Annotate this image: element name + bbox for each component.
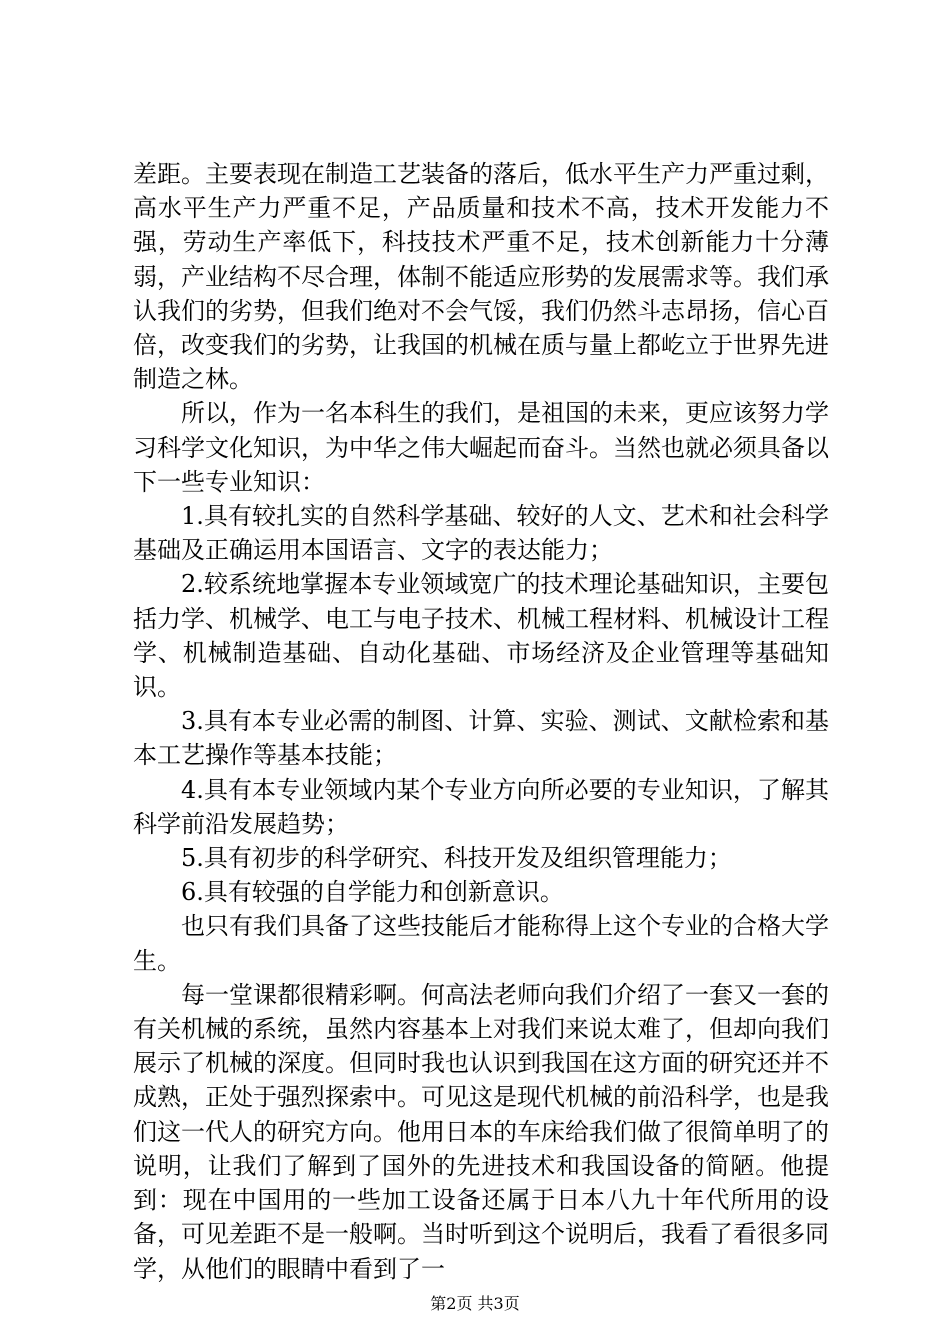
list-item-3: 3.具有本专业必需的制图、计算、实验、测试、文献检索和基本工艺操作等基本技能； — [133, 707, 829, 770]
paragraph-lecture: 每一堂课都很精彩啊。何高法老师向我们介绍了一套又一套的有关机械的系统，虽然内容基本上对我们来说太难了，但却向我们展示了机械的深度。但同时我也认识到我国在这方面的研究还并不成熟，正处于强烈探索中。可见这是现代机械的前沿科学，也是我们这一代人的研究方向。他用日本的车床给我们做了很简单明了的说明，让我们了解到了国外的先进技术和我国设备的简陋。他提到：现在中国用的一些加工设备还属于日本八九十年代所用的设备，可见差距不是一般啊。当时听到这个说明后，我看了看很多同学，从他们的眼睛中看到了一 — [133, 980, 829, 1283]
list-item-6: 6.具有较强的自学能力和创新意识。 — [181, 878, 564, 907]
list-item-1: 1.具有较扎实的自然科学基础、较好的人文、艺术和社会科学基础及正确运用本国语言、文字的表达能力； — [133, 502, 829, 565]
document-body — [133, 157, 829, 1286]
paragraph-continuation: 差距。主要表现在制造工艺装备的落后，低水平生产力严重过剩，高水平生产力严重不足，产品质量和技术不高，技术开发能力不强，劳动生产率低下，科技技术严重不足，技术创新能力十分薄弱，产业结构不尽合理，体制不能适应形势的发展需求等。我们承认我们的劣势，但我们绝对不会气馁，我们仍然斗志昂扬，信心百倍，改变我们的劣势，让我国的机械在质与量上都屹立于世界先进制造之林。 — [133, 160, 829, 394]
list-item-4: 4.具有本专业领域内某个专业方向所必要的专业知识，了解其科学前沿发展趋势； — [133, 775, 829, 838]
paragraph-intro-knowledge: 所以，作为一名本科生的我们，是祖国的未来，更应该努力学习科学文化知识，为中华之伟大崛起而奋斗。当然也就必须具备以下一些专业知识： — [133, 399, 829, 496]
paragraph-conclusion: 也只有我们具备了这些技能后才能称得上这个专业的合格大学生。 — [133, 912, 829, 975]
list-item-2: 2.较系统地掌握本专业领域宽广的技术理论基础知识，主要包括力学、机械学、电工与电子技术、机械工程材料、机械设计工程学、机械制造基础、自动化基础、市场经济及企业管理等基础知识。 — [133, 570, 829, 702]
page-number-footer: 第2页 共3页 — [430, 1294, 520, 1313]
list-item-5: 5.具有初步的科学研究、科技开发及组织管理能力； — [181, 844, 732, 873]
